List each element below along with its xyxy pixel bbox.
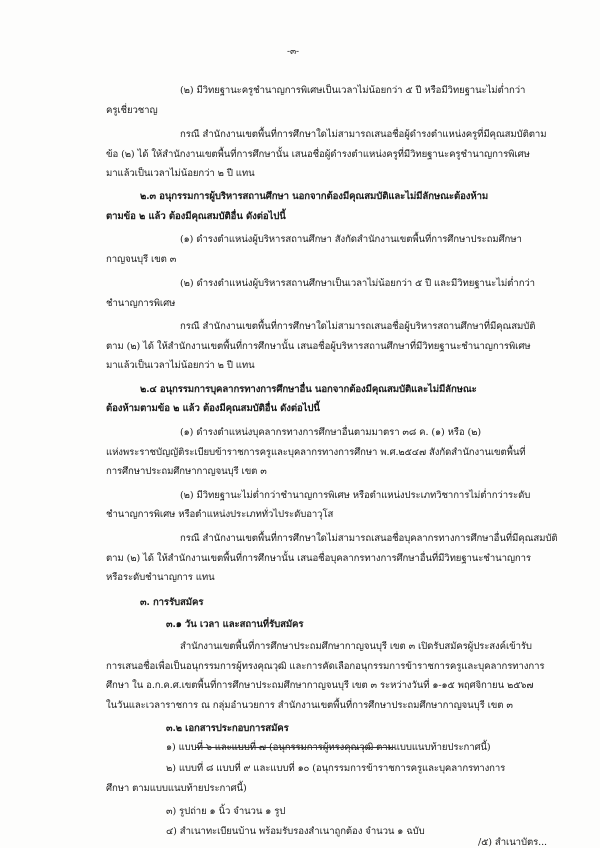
text-line: (๑) ดำรงตำแหน่งบุคลากรทางการศึกษาอื่นตามมาตรา ๓๘ ค. (๑) หรือ (๒): [180, 427, 481, 438]
strikethrough-line: [195, 747, 395, 748]
section-heading: ๓. การรับสมัคร: [140, 597, 204, 608]
text-line: ครูเชี่ยวชาญ: [106, 105, 158, 116]
section-heading: ๓.๒ เอกสารประกอบการสมัคร: [166, 723, 289, 734]
text-line: ข้อ (๒) ได้ ให้สำนักงานเขตพื้นที่การศึกษานั้น เสนอชื่อผู้ดำรงตำแหน่งครูที่มีวิทยฐานะครูชำนาญการพิเศษ: [106, 149, 530, 160]
section-heading: ๓.๑ วัน เวลา และสถานที่รับสมัคร: [166, 619, 304, 630]
continuation-marker: /๕) สำเนาบัตร...: [478, 837, 547, 848]
text-line: ๔) สำเนาทะเบียนบ้าน พร้อมรับรองสำเนาถูกต้อง จำนวน ๑ ฉบับ: [166, 826, 425, 837]
text-line: กรณี สำนักงานเขตพื้นที่การศึกษาใดไม่สามารถเสนอชื่อบุคลากรทางการศึกษาอื่นที่มีคุณสมบัติ: [180, 533, 558, 544]
text-line: กรณี สำนักงานเขตพื้นที่การศึกษาใดไม่สามารถเสนอชื่อผู้ดำรงตำแหน่งครูที่มีคุณสมบัติตาม: [180, 129, 547, 140]
section-heading: ต้องห้ามตามข้อ ๒ แล้ว ต้องมีคุณสมบัติอื่น ดังต่อไปนี้: [106, 403, 320, 414]
text-line: (๑) ดำรงตำแหน่งผู้บริหารสถานศึกษา สังกัดสำนักงานเขตพื้นที่การศึกษาประถมศึกษา: [180, 234, 522, 245]
text-line: (๒) มีวิทยฐานะไม่ต่ำกว่าชำนาญการพิเศษ หรือตำแหน่งประเภทวิชาการไม่ต่ำกว่าระดับ: [180, 490, 531, 501]
text-line: ชำนาญการพิเศษ หรือตำแหน่งประเภททั่วไประดับอาวุโส: [106, 509, 334, 520]
text-line: ชำนาญการพิเศษ: [106, 298, 176, 309]
page-number: -๓-: [287, 47, 299, 57]
text-line: สำนักงานเขตพื้นที่การศึกษาประถมศึกษากาญจนบุรี เขต ๓ เปิดรับสมัครผู้ประสงค์เข้ารับ: [180, 641, 532, 652]
section-heading: ๒.๓ อนุกรรมการผู้บริหารสถานศึกษา นอกจากต้องมีคุณสมบัติและไม่มีลักษณะต้องห้าม: [140, 191, 489, 202]
text-line: ในวันและเวลาราชการ ณ กลุ่มอำนวยการ สำนักงานเขตพื้นที่การศึกษาประถมศึกษากาญจนบุรี เขต ๓: [106, 700, 513, 711]
text-line: หรือระดับชำนาญการ แทน: [106, 572, 215, 583]
text-line: (๒) มีวิทยฐานะครูชำนาญการพิเศษเป็นเวลาไม่น้อยกว่า ๕ ปี หรือมีวิทยฐานะไม่ต่ำกว่า: [180, 85, 526, 96]
text-line: มาแล้วเป็นเวลาไม่น้อยกว่า ๒ ปี แทน: [106, 360, 255, 371]
text-line: ศึกษา ใน อ.ก.ค.ศ.เขตพื้นที่การศึกษาประถมศึกษากาญจนบุรี เขต ๓ ระหว่างวันที่ ๑-๑๕ พฤศจิกายน ๒๕๖๗: [106, 680, 534, 691]
text-line: ตาม (๒) ได้ ให้สำนักงานเขตพื้นที่การศึกษานั้น เสนอชื่อผู้บริหารสถานศึกษาที่มีวิทยฐานะชำนาญการพิเศษ: [106, 341, 531, 352]
section-heading: ตามข้อ ๒ แล้ว ต้องมีคุณสมบัติอื่น ดังต่อไปนี้: [106, 211, 286, 222]
text-line: (๒) ดำรงตำแหน่งผู้บริหารสถานศึกษาเป็นเวลาไม่น้อยกว่า ๕ ปี และมีวิทยฐานะไม่ต่ำกว่า: [180, 278, 535, 289]
text-line: การเสนอชื่อเพื่อเป็นอนุกรรมการผู้ทรงคุณวุฒิ และการคัดเลือกอนุกรรมการข้าราชการครูและบุคลากรทางการ: [106, 661, 545, 672]
text-line: ศึกษา ตามแบบแนบท้ายประกาศนี้): [106, 783, 247, 794]
text-line: ๓) รูปถ่าย ๑ นิ้ว จำนวน ๑ รูป: [166, 806, 286, 817]
text-line: ๒) แบบที่ ๘ แบบที่ ๙ และแบบที่ ๑๐ (อนุกรรมการข้าราชการครูและบุคลากรทางการ: [166, 763, 506, 774]
section-heading: ๒.๔ อนุกรรมการบุคลากรทางการศึกษาอื่น นอกจากต้องมีคุณสมบัติและไม่มีลักษณะ: [140, 384, 477, 395]
text-line: มาแล้วเป็นเวลาไม่น้อยกว่า ๒ ปี แทน: [106, 168, 255, 179]
text-line: กาญจนบุรี เขต ๓: [106, 254, 177, 265]
text-line: ตาม (๒) ได้ ให้สำนักงานเขตพื้นที่การศึกษานั้น เสนอชื่อบุคลากรทางการศึกษาอื่นที่มีวิทยฐานะชำนาญการ: [106, 553, 531, 564]
text-line: แห่งพระราชบัญญัติระเบียบข้าราชการครูและบุคลากรทางการศึกษา พ.ศ.๒๕๔๗ สังกัดสำนักงานเขตพื้นที่: [106, 447, 526, 458]
text-line: กรณี สำนักงานเขตพื้นที่การศึกษาใดไม่สามารถเสนอชื่อผู้บริหารสถานศึกษาที่มีคุณสมบัติ: [180, 321, 536, 332]
text-line: การศึกษาประถมศึกษากาญจนบุรี เขต ๓: [106, 466, 267, 477]
text-line: ๑) แบบที่ ๖ และแบบที่ ๗ (อนุกรรมการผู้ทรงคุณวุฒิ ตามแบบแนบท้ายประกาศนี้): [166, 742, 491, 753]
